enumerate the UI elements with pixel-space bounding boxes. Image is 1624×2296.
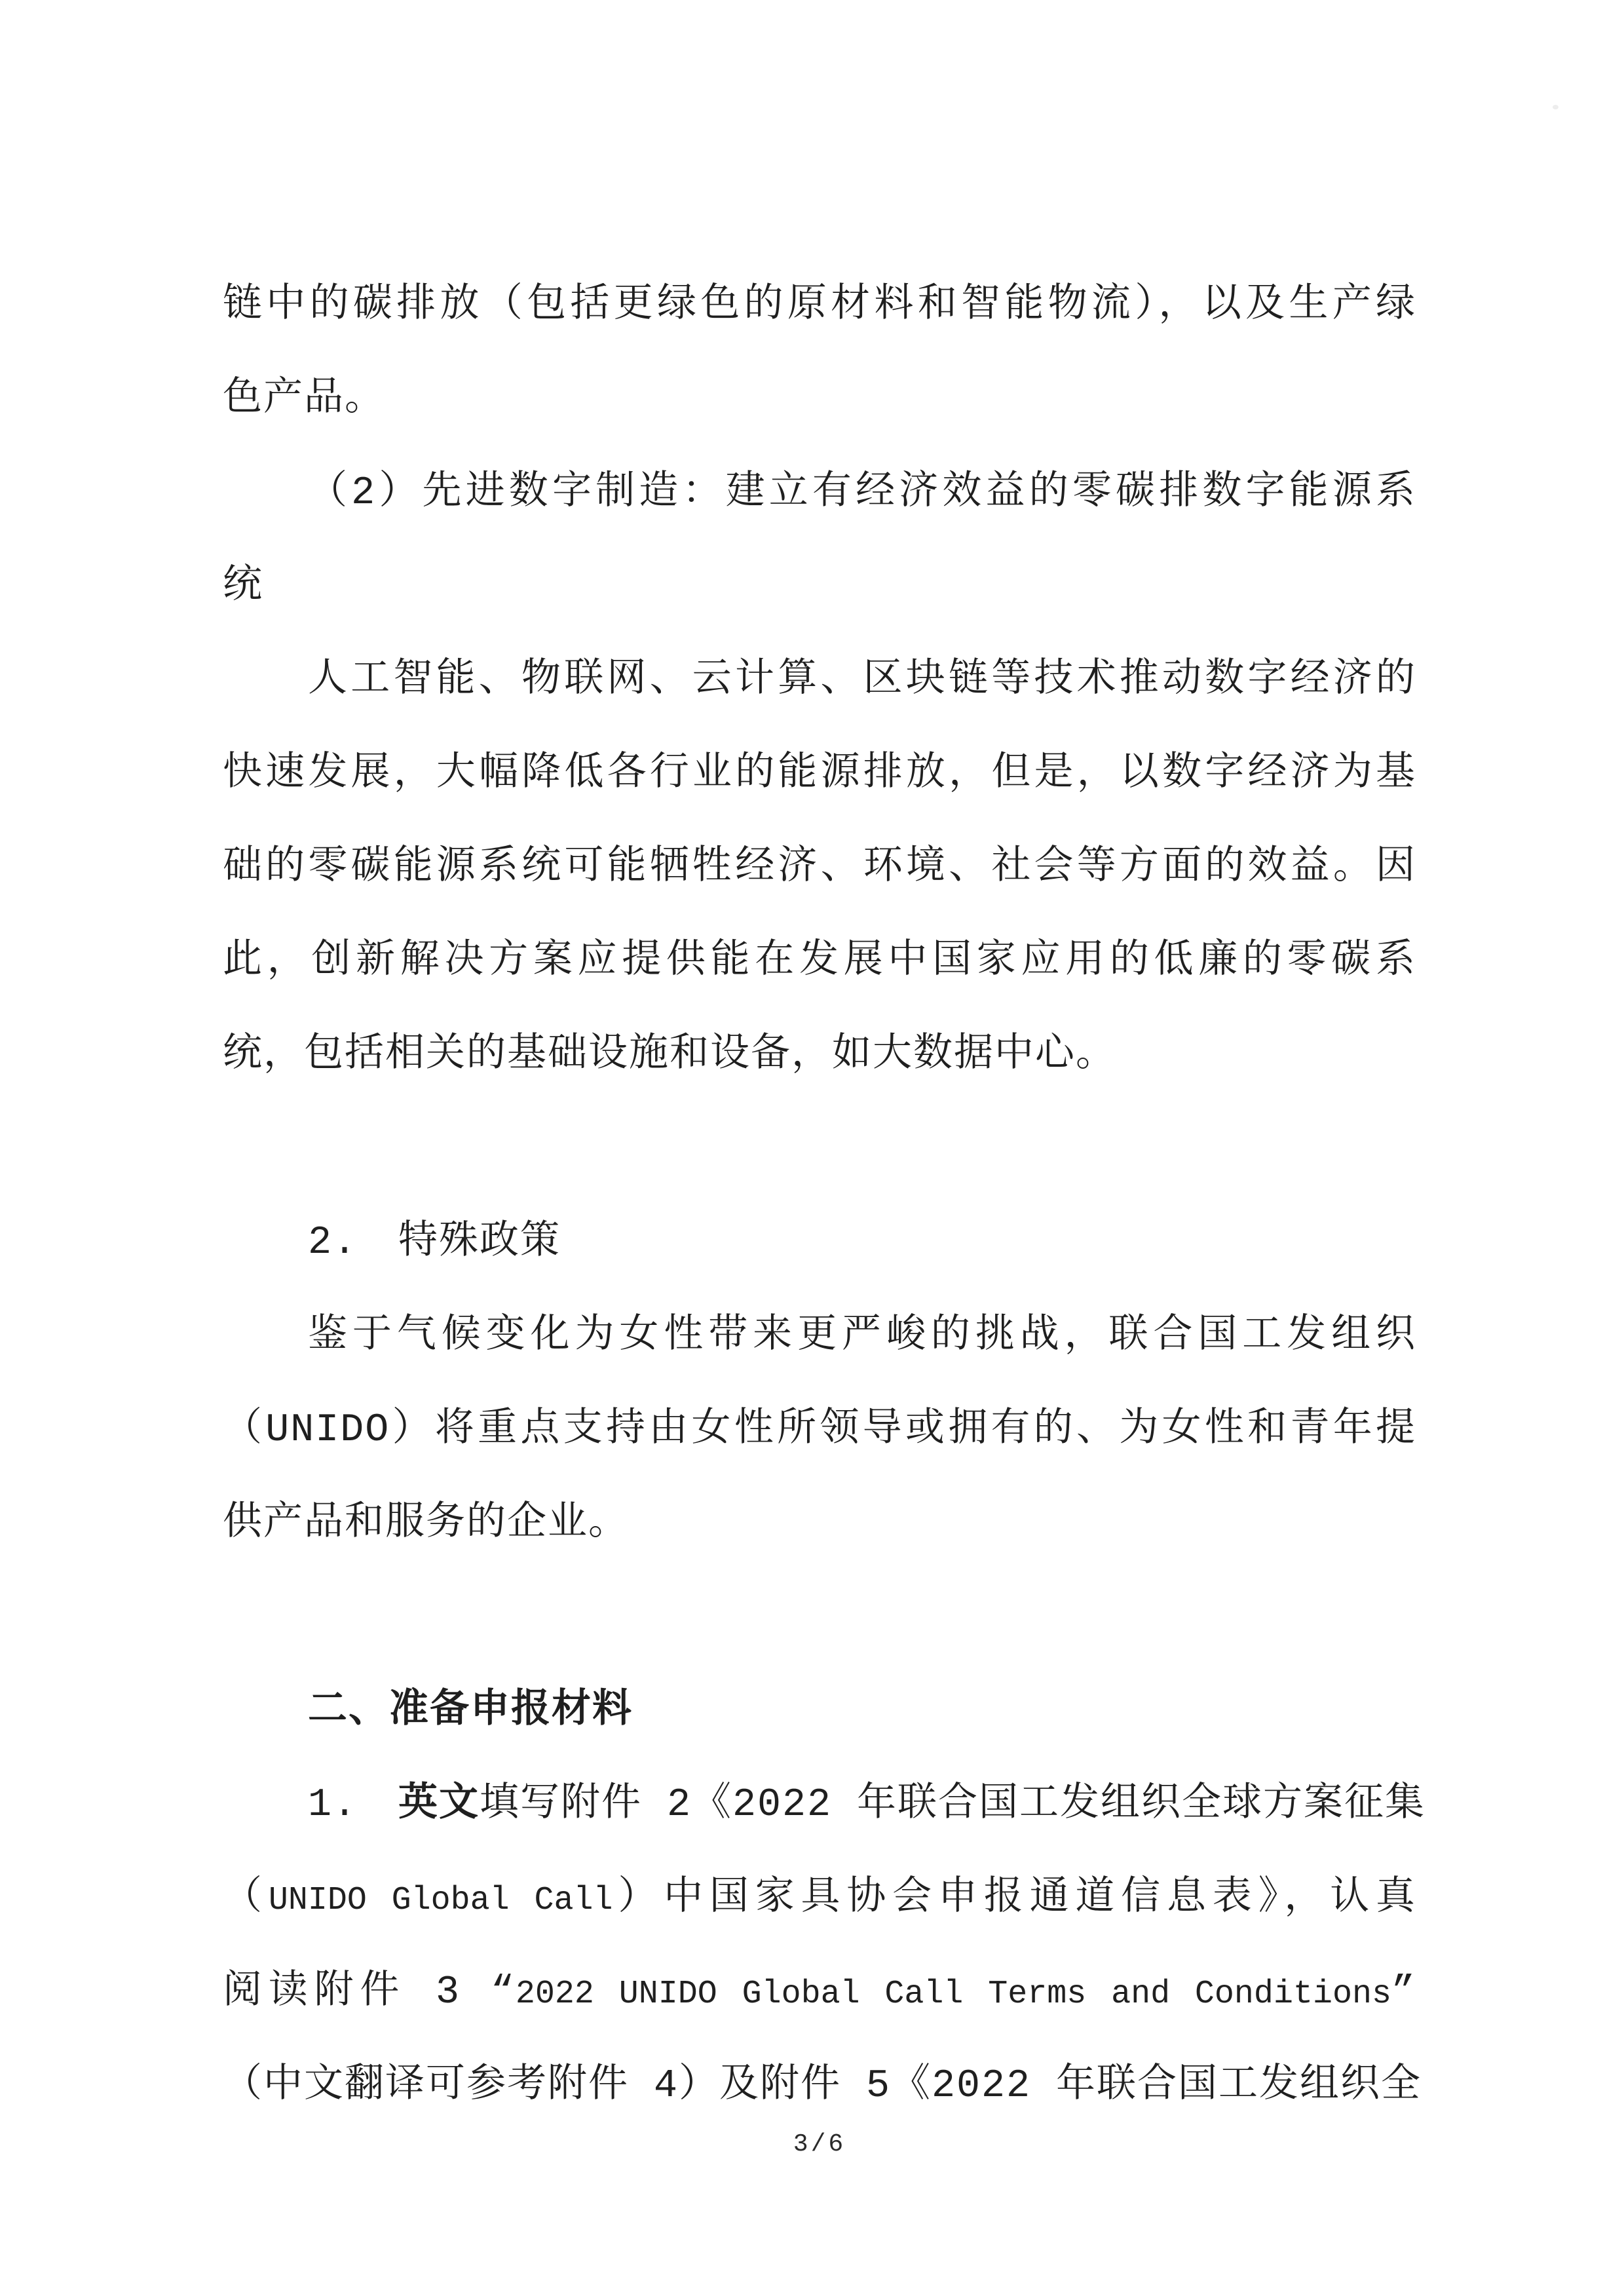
text-line <box>223 822 1416 915</box>
text-segment: 快速发展，大幅降低各行业的能源排放，但是，以数字经济为基 <box>223 752 1416 797</box>
text-segment: 鉴于气候变化为女性带来更严峻的挑战，联合国工发组织 <box>308 1314 1416 1359</box>
text-line <box>223 447 1416 541</box>
text-segment: 统，包括相关的基础设施和设备，如大数据中心。 <box>223 1033 1116 1078</box>
text-segment: 2. 特殊政策 <box>308 1221 561 1265</box>
page-number: 3/6 <box>793 2130 846 2158</box>
text-segment: ）中国家具协会申报通道信息表》，认真 <box>613 1877 1417 1921</box>
text-segment: 统 <box>223 565 263 609</box>
text-line <box>223 915 1416 1009</box>
text-segment: 填写附件 2《2022 年联合国工发组织全球方案征集 <box>480 1783 1426 1827</box>
text-line <box>223 728 1416 822</box>
text-segment: UNIDO Global Call <box>268 1882 613 1919</box>
text-segment: 2022 UNIDO Global Call Terms and Conditions <box>515 1976 1391 2013</box>
text-line <box>223 259 1416 353</box>
text-segment: （ <box>223 1877 269 1921</box>
scan-artifact-speck <box>1553 105 1558 109</box>
text-segment: 此，创新解决方案应提供能在发展中国家应用的低廉的零碳系 <box>223 940 1416 984</box>
text-segment: 色产品。 <box>223 377 385 422</box>
text-line <box>223 1946 1416 2040</box>
text-segment: 二、准备申报材料 <box>308 1689 633 1734</box>
text-line <box>223 541 1416 634</box>
text-line <box>223 1665 1416 1759</box>
text-segment: 供产品和服务的企业。 <box>223 1502 629 1546</box>
text-line <box>223 1759 1426 1852</box>
text-segment: 链中的碳排放（包括更绿色的原材料和智能物流），以及生产绿 <box>223 284 1416 328</box>
text-line <box>223 1852 1416 1946</box>
text-line <box>223 353 1416 447</box>
text-line <box>223 1290 1416 1384</box>
text-line <box>223 1009 1416 1103</box>
text-line <box>223 1196 1416 1290</box>
text-line <box>223 1384 1416 1478</box>
text-segment: （UNIDO）将重点支持由女性所领导或拥有的、为女性和青年提 <box>223 1408 1416 1453</box>
text-line <box>223 634 1416 728</box>
text-segment: 英文 <box>398 1783 480 1827</box>
text-segment: 阅读附件 3 “ <box>223 1970 516 2015</box>
text-segment: 人工智能、物联网、云计算、区块链等技术推动数字经济的 <box>308 659 1416 703</box>
text-line <box>223 1478 1416 1571</box>
text-segment: ” <box>1391 1970 1416 2015</box>
text-segment: （2）先进数字制造：建立有经济效益的零碳排数字能源系 <box>308 471 1416 516</box>
text-segment: 础的零碳能源系统可能牺牲经济、环境、社会等方面的效益。因 <box>223 846 1416 890</box>
text-segment: （中文翻译可参考附件 4）及附件 5《2022 年联合国工发组织全 <box>223 2064 1422 2109</box>
text-segment: 1. <box>308 1783 399 1827</box>
